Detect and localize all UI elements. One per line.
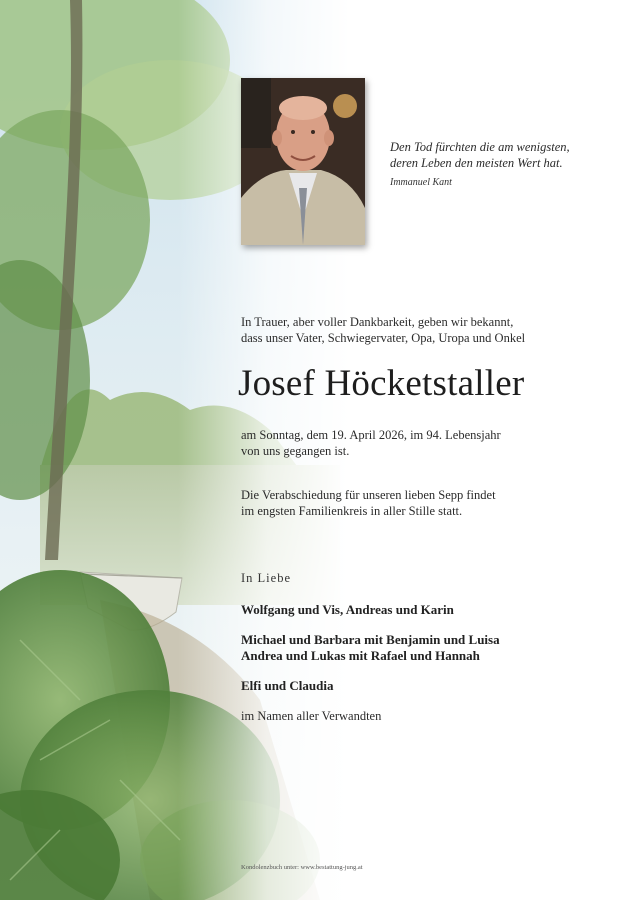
mourner-group-1: Wolfgang und Vis, Andreas und Karin [241,602,454,617]
quote-line: Den Tod fürchten die am wenigsten, [390,140,570,154]
death-line: von uns gegangen ist. [241,444,350,458]
death-line: am Sonntag, dem 19. April 2026, im 94. Lebensjahr [241,428,501,442]
mourner-group-3: Elfi und Claudia [241,678,334,693]
farewell-line: Die Verabschiedung für unseren lieben Sepp findet [241,488,496,502]
quote-line: deren Leben den meisten Wert hat. [390,156,563,170]
death-notice [241,427,571,459]
intro-line: dass unser Vater, Schwiegervater, Opa, Uropa und Onkel [241,331,526,345]
announcement-intro [241,314,571,346]
intro-line: In Trauer, aber voller Dankbarkeit, geben wir bekannt, [241,315,514,329]
mourners-closing: im Namen aller Verwandten [241,709,382,723]
farewell-line: im engsten Familienkreis in aller Stille statt. [241,504,463,518]
condolence-footer: Kondolenzbuch unter: www.bestattung-jung.at [241,864,363,871]
mourner-group-2a: Michael und Barbara mit Benjamin und Luisa [241,632,500,647]
mourners-heading: In Liebe [241,571,291,585]
memorial-quote [390,139,620,171]
mourner-group-2b: Andrea und Lukas mit Rafael und Hannah [241,648,480,663]
quote-author: Immanuel Kant [390,177,452,188]
farewell-notice [241,487,571,519]
portrait-photo [241,78,365,245]
deceased-name: Josef Höcketstaller [238,363,525,404]
